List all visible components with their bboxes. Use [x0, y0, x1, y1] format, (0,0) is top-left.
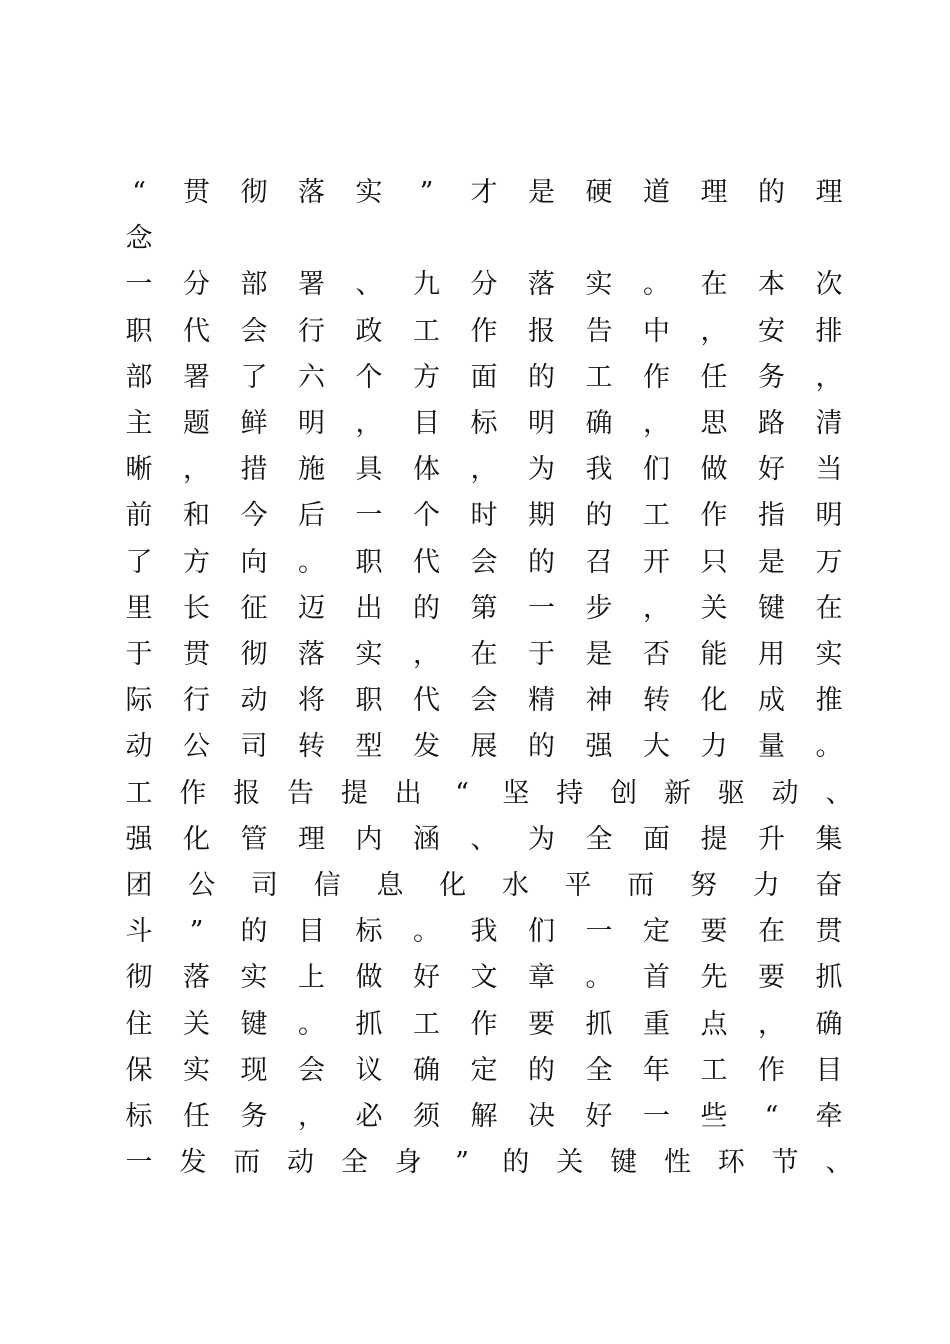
text-char: 精: [528, 685, 555, 717]
text-char: 明: [298, 408, 325, 439]
text-char: 将: [298, 685, 325, 717]
text-char: 出: [394, 777, 422, 809]
text-char: 后: [298, 500, 325, 532]
text-char: 中: [643, 315, 670, 347]
text-char: 量: [758, 731, 785, 763]
text-line: [124, 678, 844, 724]
text-char: 工: [700, 1054, 728, 1086]
text-char: 确: [413, 1054, 440, 1086]
text-char: 抓: [585, 1008, 613, 1040]
text-char: 安: [758, 315, 785, 347]
text-char: 分: [183, 269, 210, 301]
text-char: 们: [528, 916, 555, 948]
text-char: 在: [700, 269, 728, 301]
text-char: 行: [298, 315, 325, 347]
text-char: 会: [298, 1054, 325, 1086]
text-char: ，: [815, 361, 843, 393]
text-char: 向: [240, 546, 268, 578]
text-char: 努: [689, 870, 717, 901]
text-char: 。: [413, 916, 440, 948]
text-char: 开: [643, 546, 670, 578]
text-char: 排: [815, 315, 843, 347]
text-char: 的: [528, 1054, 555, 1086]
text-char: 代: [183, 315, 210, 347]
text-char: 职: [125, 315, 153, 347]
text-char: 报: [233, 777, 261, 809]
text-char: 必: [355, 1101, 383, 1132]
text-line: [124, 262, 844, 308]
text-char: 的: [528, 731, 555, 763]
text-char: 涵: [413, 823, 440, 855]
text-char: 面: [643, 823, 670, 855]
text-char: 点: [700, 1008, 728, 1040]
text-char: 务: [240, 1101, 268, 1132]
text-char: 关: [556, 1147, 584, 1179]
text-char: 。: [643, 269, 670, 301]
text-char: 个: [413, 500, 440, 532]
text-line: [124, 1140, 854, 1186]
text-char: 我: [585, 454, 613, 486]
text-char: 公: [188, 870, 216, 901]
text-char: 落: [528, 269, 555, 301]
text-line: [124, 309, 844, 355]
text-char: 键: [240, 1008, 268, 1040]
text-char: 好: [585, 1101, 613, 1132]
text-char: 是: [758, 546, 785, 578]
text-char: 代: [413, 546, 440, 578]
text-char: 创: [610, 777, 638, 809]
text-char: 标: [470, 408, 498, 439]
text-char: 现: [240, 1054, 268, 1086]
text-line: [124, 493, 844, 539]
text-char: 工: [643, 500, 670, 532]
text-char: 明: [528, 408, 555, 439]
text-char: 署: [298, 269, 325, 301]
text-line: [124, 170, 844, 216]
text-char: 要: [758, 962, 785, 994]
text-char: 、: [825, 1147, 853, 1179]
text-line: [124, 863, 844, 909]
text-char: 了: [125, 546, 153, 578]
text-char: 贯: [183, 639, 210, 670]
text-char: 里: [125, 592, 153, 624]
text-char: 今: [240, 500, 268, 532]
text-char: 做: [355, 962, 383, 994]
text-char: 化: [700, 685, 728, 717]
text-line: [124, 355, 844, 401]
text-char: 政: [355, 315, 383, 347]
text-char: 施: [298, 454, 325, 486]
text-char: 须: [413, 1101, 440, 1132]
text-char: 决: [528, 1101, 555, 1132]
text-char: 思: [700, 408, 728, 439]
text-char: 在: [815, 592, 843, 624]
text-char: 体: [413, 454, 440, 486]
text-char: 彻: [240, 639, 268, 670]
text-char: 次: [815, 269, 843, 301]
text-char: 而: [233, 1147, 261, 1179]
text-char: 落: [298, 177, 325, 208]
text-char: 要: [700, 916, 728, 948]
text-char: 关: [700, 592, 728, 624]
text-char: ，: [183, 454, 210, 486]
text-char: 用: [758, 639, 785, 670]
text-char: 六: [298, 361, 325, 393]
text-char: 和: [183, 500, 210, 532]
text-char: 作: [700, 500, 728, 532]
text-char: 上: [298, 962, 325, 994]
text-char: 实: [355, 639, 383, 670]
text-char: ，: [298, 1101, 325, 1132]
text-char: 解: [470, 1101, 498, 1132]
text-char: 的: [758, 177, 785, 208]
text-char: 步: [585, 592, 613, 624]
text-char: 平: [564, 870, 592, 901]
text-char: 只: [700, 546, 728, 578]
text-char: 彻: [240, 177, 268, 208]
text-char: 神: [585, 685, 613, 717]
text-char: 道: [643, 177, 670, 208]
text-char: 目: [413, 408, 440, 439]
text-char: 召: [585, 546, 613, 578]
text-line: [124, 724, 844, 770]
text-char: 实: [183, 1054, 210, 1086]
text-char: 强: [585, 731, 613, 763]
text-line: [124, 955, 844, 1001]
text-char: 发: [413, 731, 440, 763]
text-char: 确: [815, 1008, 843, 1040]
text-char: 长: [183, 592, 210, 624]
text-char: 工: [413, 1008, 440, 1040]
text-char: 报: [528, 315, 555, 347]
text-char: 。: [585, 962, 613, 994]
text-char: 任: [183, 1101, 210, 1132]
text-char: 章: [528, 962, 555, 994]
text-char: ，: [643, 408, 670, 439]
text-char: 代: [413, 685, 440, 717]
text-char: 作: [643, 361, 670, 393]
text-char: ，: [643, 592, 670, 624]
text-char: “: [764, 1101, 779, 1132]
text-char: 。: [298, 546, 325, 578]
text-char: 前: [125, 500, 153, 532]
text-char: 在: [470, 639, 498, 670]
text-char: 持: [556, 777, 584, 809]
text-char: 贯: [183, 177, 210, 208]
text-char: 工: [413, 315, 440, 347]
text-char: 路: [758, 408, 785, 439]
text-char: 的: [585, 500, 613, 532]
text-char: 作: [179, 777, 207, 809]
text-char: 标: [125, 1101, 153, 1132]
text-char: 主: [125, 408, 153, 439]
text-char: 工: [125, 777, 153, 809]
text-char: 一: [125, 1147, 153, 1179]
text-char: 动: [125, 731, 153, 763]
text-char: 先: [700, 962, 728, 994]
text-line: [124, 401, 844, 447]
text-char: 鲜: [240, 408, 268, 439]
text-char: 面: [470, 361, 498, 393]
text-char: 期: [528, 500, 555, 532]
text-char: 征: [240, 592, 268, 624]
text-char: 成: [758, 685, 785, 717]
text-char: 环: [717, 1147, 745, 1179]
text-char: 力: [700, 731, 728, 763]
text-char: 性: [663, 1147, 691, 1179]
text-char: 水: [501, 870, 529, 901]
text-char: 强: [125, 823, 153, 855]
text-char: 好: [413, 962, 440, 994]
text-char: 驱: [717, 777, 745, 809]
text-char: ，: [355, 408, 383, 439]
text-char: 而: [627, 870, 655, 901]
text-char: 否: [643, 639, 670, 670]
text-char: 任: [700, 361, 728, 393]
text-char: 题: [183, 408, 210, 439]
text-char: 实: [355, 177, 383, 208]
text-char: ，: [700, 315, 728, 347]
text-char: 息: [376, 870, 404, 901]
text-char: 作: [470, 315, 498, 347]
text-char: 会: [240, 315, 268, 347]
text-char: 司: [250, 870, 278, 901]
text-char: 们: [643, 454, 670, 486]
text-char: 分: [470, 269, 498, 301]
text-char: ，: [470, 454, 498, 486]
text-char: 议: [355, 1054, 383, 1086]
text-char: 当: [815, 454, 843, 486]
text-char: 推: [815, 685, 843, 717]
text-char: 方: [413, 361, 440, 393]
text-char: 具: [355, 454, 383, 486]
text-char: 标: [355, 916, 383, 948]
text-char: 理: [815, 177, 843, 208]
text-char: 动: [287, 1147, 315, 1179]
text-char: 是: [528, 177, 555, 208]
text-char: 彻: [125, 962, 153, 994]
text-char: 实: [240, 962, 268, 994]
text-char: 节: [771, 1147, 799, 1179]
text-char: 署: [183, 361, 210, 393]
text-char: 抓: [815, 962, 843, 994]
text-char: 的: [502, 1147, 530, 1179]
text-char: 于: [125, 639, 153, 670]
text-char: 工: [585, 361, 613, 393]
text-char: 型: [355, 731, 383, 763]
text-char: 做: [700, 454, 728, 486]
text-char: 住: [125, 1008, 153, 1040]
text-line: [124, 1002, 844, 1048]
text-char: 全: [340, 1147, 368, 1179]
text-char: 实: [585, 269, 613, 301]
text-char: 第: [470, 592, 498, 624]
text-char: 会: [470, 685, 498, 717]
text-char: 首: [643, 962, 670, 994]
text-char: 、: [825, 777, 853, 809]
text-char: 发: [179, 1147, 207, 1179]
text-char: 键: [610, 1147, 638, 1179]
text-char: 坚: [502, 777, 530, 809]
text-line: [124, 1048, 844, 1094]
text-line: [124, 632, 844, 678]
text-char: 一: [125, 269, 153, 301]
text-char: 力: [752, 870, 780, 901]
text-char: 作: [470, 1008, 498, 1040]
text-char: 措: [240, 454, 268, 486]
text-char: 的: [528, 546, 555, 578]
text-char: 在: [758, 916, 785, 948]
text-char: 团: [125, 870, 153, 901]
text-char: ”: [189, 916, 204, 948]
text-char: 化: [183, 823, 210, 855]
text-char: 大: [643, 731, 670, 763]
text-char: 一: [585, 916, 613, 948]
text-char: ，: [758, 1008, 785, 1040]
text-char: 管: [240, 823, 268, 855]
text-char: 职: [355, 685, 383, 717]
text-char: 时: [470, 500, 498, 532]
text-char: 全: [585, 1054, 613, 1086]
text-char: 集: [815, 823, 843, 855]
text-char: 抓: [355, 1008, 383, 1040]
text-char: 实: [815, 639, 843, 670]
text-char: 要: [528, 1008, 555, 1040]
text-char: 的: [528, 361, 555, 393]
text-char: 内: [355, 823, 383, 855]
text-char: 提: [700, 823, 728, 855]
text-char: 保: [125, 1054, 153, 1086]
text-char: 务: [758, 361, 785, 393]
text-char: 贯: [815, 916, 843, 948]
text-char: 九: [413, 269, 440, 301]
text-char: 新: [663, 777, 691, 809]
text-char: 晰: [125, 454, 153, 486]
text-char: 个: [355, 361, 383, 393]
text-char: 能: [700, 639, 728, 670]
text-line: [124, 447, 844, 493]
text-char: 转: [298, 731, 325, 763]
text-char: ”: [455, 1147, 469, 1179]
text-char: 转: [643, 685, 670, 717]
text-char: 行: [183, 685, 210, 717]
text-char: 清: [815, 408, 843, 439]
text-char: 斗: [125, 916, 153, 948]
text-char: 年: [643, 1054, 670, 1086]
text-line: [124, 540, 844, 586]
text-char: “: [132, 177, 146, 208]
text-char: 一: [643, 1101, 670, 1132]
text-char: 定: [470, 1054, 498, 1086]
text-char: 展: [470, 731, 498, 763]
text-char: 理: [700, 177, 728, 208]
text-char: 方: [183, 546, 210, 578]
text-char: 身: [394, 1147, 422, 1179]
text-char: 部: [240, 269, 268, 301]
text-line: [124, 1094, 844, 1140]
text-char: 出: [355, 592, 383, 624]
text-char: 升: [758, 823, 785, 855]
text-char: 为: [528, 823, 555, 855]
text-char: ，: [413, 639, 440, 670]
text-char: ”: [419, 177, 434, 208]
text-char: 提: [340, 777, 368, 809]
text-char: 一: [528, 592, 555, 624]
text-char: 动: [240, 685, 268, 717]
text-char: 为: [528, 454, 555, 486]
text-char: 理: [298, 823, 325, 855]
text-char: 奋: [815, 870, 843, 901]
text-char: 万: [815, 546, 843, 578]
text-char: 牵: [815, 1101, 843, 1132]
text-line: [124, 909, 844, 955]
text-char: 、: [470, 823, 498, 855]
text-char: 、: [355, 269, 383, 301]
text-char: “: [455, 777, 469, 809]
text-line: [124, 216, 844, 262]
text-char: 会: [470, 546, 498, 578]
text-char: 好: [758, 454, 785, 486]
text-char: 些: [700, 1101, 728, 1132]
text-char: 念: [125, 223, 153, 255]
text-char: 的: [413, 592, 440, 624]
text-char: 关: [183, 1008, 210, 1040]
text-char: 动: [771, 777, 799, 809]
text-char: 我: [470, 916, 498, 948]
text-char: 部: [125, 361, 153, 393]
text-char: 公: [183, 731, 210, 763]
text-char: 际: [125, 685, 153, 717]
text-char: 迈: [298, 592, 325, 624]
text-char: 本: [758, 269, 785, 301]
text-char: 职: [355, 546, 383, 578]
text-char: 键: [758, 592, 785, 624]
text-char: 目: [815, 1054, 843, 1086]
text-char: 落: [298, 639, 325, 670]
text-char: 。: [815, 731, 843, 763]
text-char: 硬: [585, 177, 613, 208]
text-line: [124, 817, 844, 863]
text-char: 确: [585, 408, 613, 439]
text-char: 定: [643, 916, 670, 948]
text-char: 告: [287, 777, 315, 809]
text-char: 目: [298, 916, 325, 948]
text-char: 。: [298, 1008, 325, 1040]
text-char: 全: [585, 823, 613, 855]
text-char: 作: [758, 1054, 785, 1086]
text-char: 重: [643, 1008, 670, 1040]
text-char: 明: [815, 500, 843, 532]
text-char: 落: [183, 962, 210, 994]
text-char: 文: [470, 962, 498, 994]
text-char: 才: [470, 177, 498, 208]
text-char: 一: [355, 500, 383, 532]
text-char: 司: [240, 731, 268, 763]
text-char: 于: [528, 639, 555, 670]
text-char: 指: [758, 500, 785, 532]
text-line: [124, 586, 844, 632]
text-char: 了: [240, 361, 268, 393]
text-char: 化: [439, 870, 467, 901]
text-char: 信: [313, 870, 341, 901]
text-char: 告: [585, 315, 613, 347]
text-line: [124, 771, 854, 817]
text-char: 的: [240, 916, 268, 948]
text-char: 是: [585, 639, 613, 670]
